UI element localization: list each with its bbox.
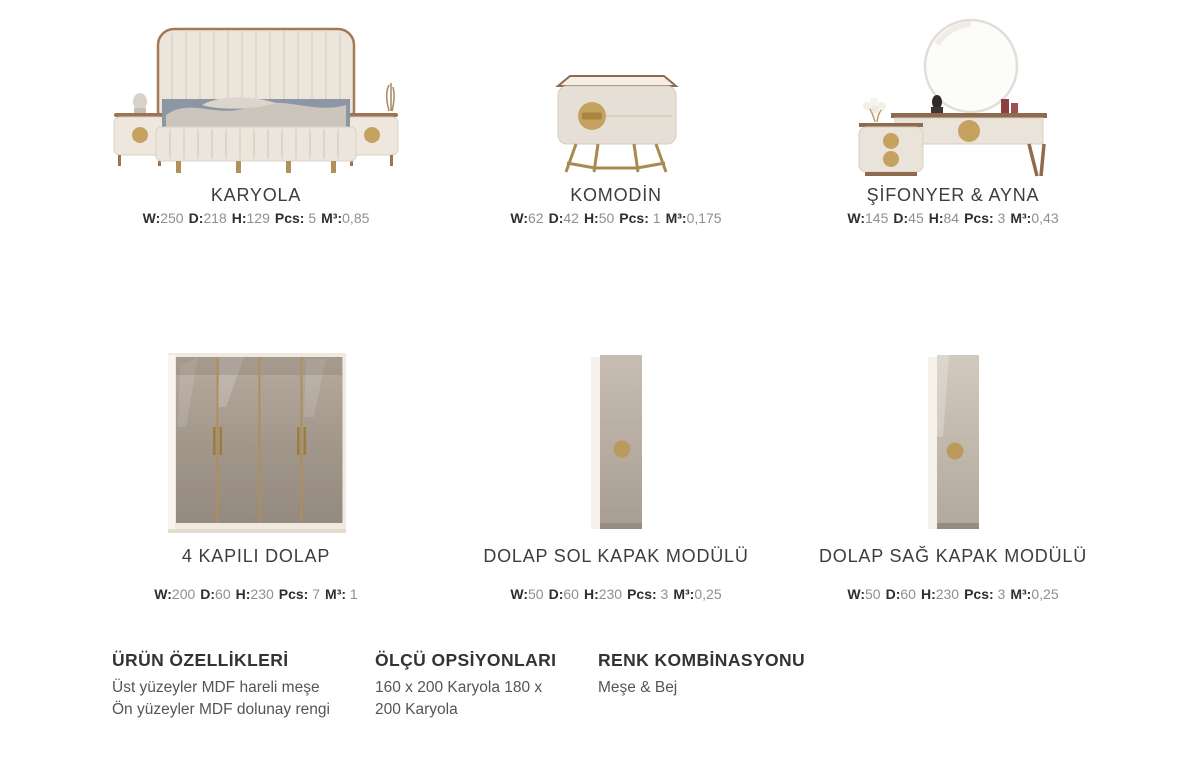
product-card-dolap	[96, 345, 416, 602]
section-line: 160 x 200 Karyola 180 x	[375, 679, 543, 696]
product-card-sifonyer	[788, 12, 1118, 226]
desk-handle	[958, 120, 980, 142]
sifonyer-image	[788, 12, 1118, 178]
dim-width: W:250	[142, 210, 184, 226]
dim-width: W:50	[847, 586, 881, 602]
product-dims	[788, 210, 1118, 226]
red-decor	[1001, 99, 1009, 113]
section-title: ÖLÇÜ OPSİYONLARI	[375, 650, 557, 670]
module-base	[600, 523, 642, 529]
dolap-image	[96, 345, 416, 537]
product-dims	[456, 210, 776, 226]
product-title: KOMODİN	[570, 185, 662, 205]
product-card-komodin	[456, 12, 776, 226]
module-side-panel	[928, 357, 937, 529]
sag-modul-image	[788, 345, 1118, 537]
bed-illustration	[106, 23, 406, 178]
dim-pcs: Pcs: 3	[964, 586, 1006, 602]
dim-depth: D:60	[200, 586, 231, 602]
bed-base	[156, 127, 356, 161]
dim-width: W:50	[510, 586, 544, 602]
dim-pcs: Pcs: 3	[627, 586, 669, 602]
product-title: DOLAP SAĞ KAPAK MODÜLÜ	[818, 546, 1087, 566]
product-title: ŞİFONYER & AYNA	[866, 185, 1040, 205]
nightstand-top	[558, 76, 676, 86]
section-title: ÜRÜN ÖZELLİKLERİ	[112, 650, 289, 670]
dim-height: H:84	[928, 210, 960, 226]
desk-top	[891, 113, 1047, 118]
module-base	[937, 523, 979, 529]
product-card-karyola	[96, 12, 416, 226]
nightstand-legs	[566, 144, 666, 172]
dim-volume: M³:0,85	[321, 210, 370, 226]
module-side-panel	[591, 357, 600, 529]
section-line: 200 Karyola	[375, 701, 458, 719]
dim-depth: D:218	[188, 210, 227, 226]
module-handle	[614, 441, 631, 458]
dim-volume: M³: 1	[325, 586, 358, 602]
product-dims	[96, 586, 416, 602]
dim-depth: D:60	[885, 586, 916, 602]
left-module-illustration	[581, 347, 651, 537]
product-title: KARYOLA	[210, 185, 302, 205]
wardrobe-illustration	[156, 347, 356, 537]
product-title: 4 KAPILI DOLAP	[181, 546, 331, 566]
side-cabinet	[859, 123, 923, 176]
dim-width: W:62	[510, 210, 544, 226]
bust-decor	[932, 95, 942, 109]
product-dims	[788, 586, 1118, 602]
dim-height: H:129	[231, 210, 270, 226]
dim-height: H:50	[583, 210, 615, 226]
dim-depth: D:45	[893, 210, 924, 226]
section-title: RENK KOMBİNASYONU	[598, 650, 806, 670]
dim-pcs: Pcs: 7	[278, 586, 321, 602]
dim-volume: M³:0,175	[665, 210, 722, 226]
dim-depth: D:60	[548, 586, 579, 602]
product-title: DOLAP SOL KAPAK MODÜLÜ	[483, 546, 749, 566]
dim-volume: M³:0,25	[1010, 586, 1059, 602]
color-combination-section	[598, 650, 928, 699]
dim-depth: D:42	[548, 210, 579, 226]
karyola-image	[96, 12, 416, 178]
section-line: Ön yüzeyler MDF dolunay rengi	[112, 701, 330, 719]
dim-volume: M³:0,25	[673, 586, 722, 602]
product-dims	[456, 586, 776, 602]
product-features-section	[112, 650, 392, 722]
dim-height: H:230	[920, 586, 960, 602]
product-card-sol-modul	[456, 345, 776, 602]
desk-legs	[1029, 144, 1044, 176]
section-line: Meşe & Bej	[598, 679, 678, 696]
nightstand-body	[558, 86, 676, 144]
dim-height: H:230	[583, 586, 623, 602]
sol-modul-image	[456, 345, 776, 537]
product-dims	[96, 210, 416, 226]
dim-height: H:230	[235, 586, 274, 602]
dim-width: W:200	[154, 586, 196, 602]
size-options-section	[375, 650, 600, 722]
dim-pcs: Pcs: 5	[274, 210, 317, 226]
komodin-image	[456, 12, 776, 178]
nightstand-illustration	[536, 60, 696, 178]
wardrobe-base	[168, 529, 346, 533]
dim-pcs: Pcs: 1	[619, 210, 661, 226]
dim-width: W:145	[847, 210, 889, 226]
dresser-mirror-illustration	[833, 16, 1073, 178]
dim-pcs: Pcs: 3	[964, 210, 1006, 226]
product-card-sag-modul	[788, 345, 1118, 602]
right-module-illustration	[918, 347, 988, 537]
dim-volume: M³:0,43	[1010, 210, 1059, 226]
module-handle	[947, 443, 964, 460]
section-line: Üst yüzeyler MDF hareli meşe	[112, 679, 320, 696]
flower-decor	[863, 98, 886, 123]
